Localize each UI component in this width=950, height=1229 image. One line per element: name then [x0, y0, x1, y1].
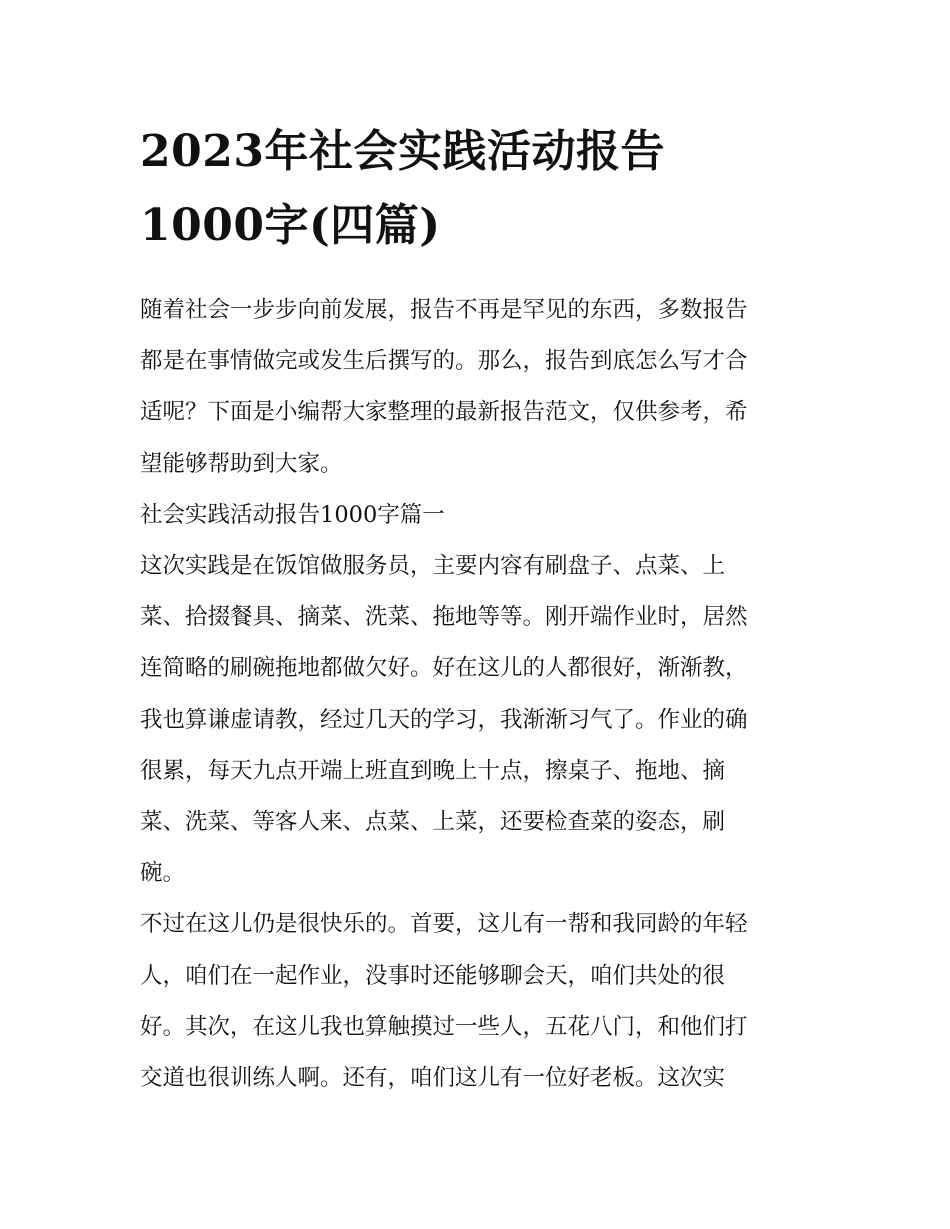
text-line: 都是在事情做完或发生后撰写的。那么，报告到底怎么写才合	[140, 348, 748, 375]
document-page	[140, 115, 815, 1104]
body-paragraph-1	[140, 541, 815, 899]
text-line: 这次实践是在饭馆做服务员，主要内容有刷盘子、点菜、上	[140, 553, 726, 580]
title-line-1: 2023年社会实践活动报告	[140, 126, 665, 177]
intro-paragraph	[140, 285, 815, 490]
text-line: 碗。	[140, 860, 186, 887]
text-line: 连简略的刷碗拖地都做欠好。好在这儿的人都很好，渐渐教，	[140, 655, 748, 682]
text-line: 人，咱们在一起作业，没事时还能够聊会天，咱们共处的很	[140, 962, 726, 989]
text-line: 随着社会一步步向前发展，报告不再是罕见的东西，多数报告	[140, 297, 748, 323]
text-line: 菜、洗菜、等客人来、点菜、上菜，还要检查菜的姿态，刷	[140, 809, 726, 836]
text-line: 我也算谦虚请教，经过几天的学习，我渐渐习气了。作业的确	[140, 706, 748, 733]
text-line: 好。其次，在这儿我也算触摸过一些人，五花八门，和他们打	[140, 1013, 748, 1040]
text-line: 不过在这儿仍是很快乐的。首要，这儿有一帮和我同龄的年轻	[140, 911, 748, 938]
title-line-2: 1000字(四篇)	[140, 200, 441, 251]
document-title	[140, 115, 815, 263]
text-line: 交道也很训练人啊。还有，咱们这儿有一位好老板。这次实	[140, 1065, 726, 1092]
body-paragraph-2	[140, 899, 815, 1104]
text-line: 适呢？下面是小编帮大家整理的最新报告范文，仅供参考，希	[140, 399, 748, 426]
text-line: 菜、拾掇餐具、摘菜、洗菜、拖地等等。刚开端作业时，居然	[140, 604, 748, 631]
text-line: 望能够帮助到大家。	[140, 450, 343, 477]
text-line: 很累，每天九点开端上班直到晚上十点，擦桌子、拖地、摘	[140, 757, 726, 784]
section-heading: 社会实践活动报告1000字篇一	[140, 501, 445, 528]
